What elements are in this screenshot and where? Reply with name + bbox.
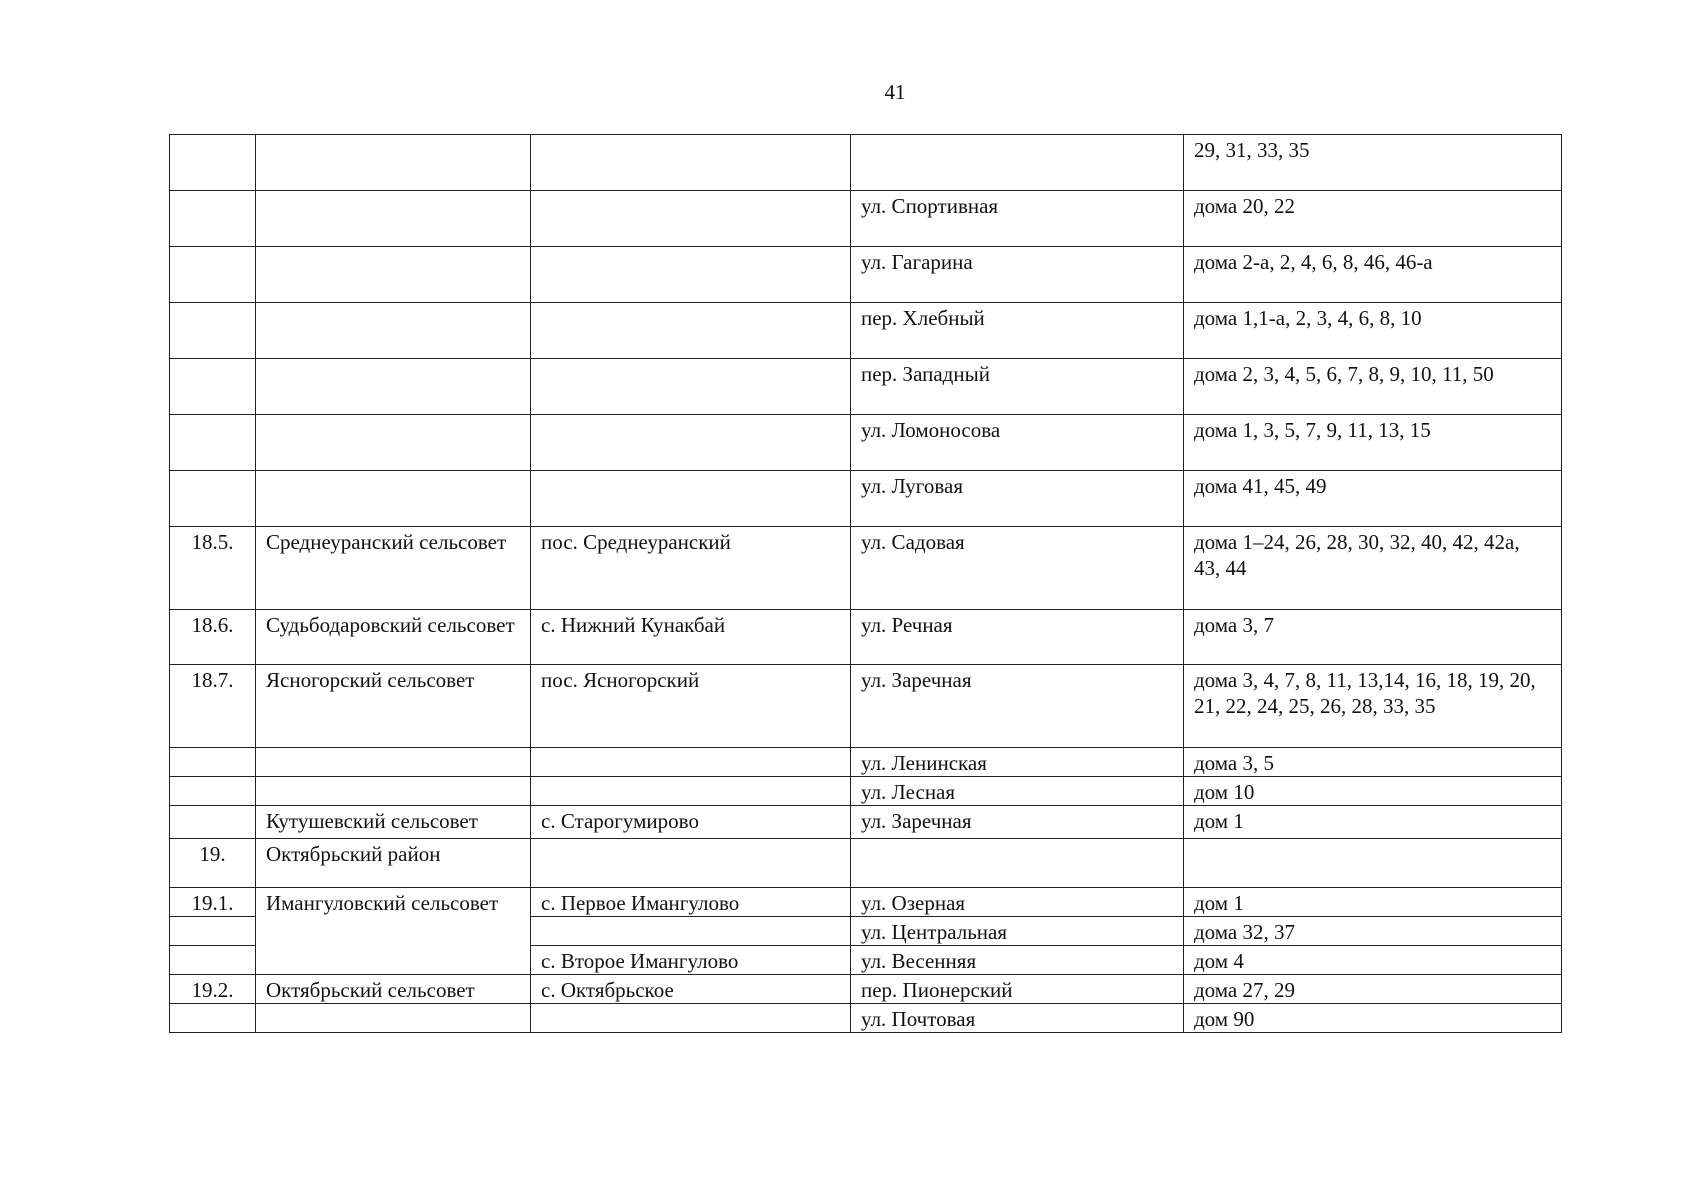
council-name-cell bbox=[256, 610, 531, 665]
street-name-cell bbox=[851, 191, 1184, 247]
street-name-cell bbox=[851, 1004, 1184, 1033]
settlement-name-cell bbox=[531, 917, 851, 946]
table-row bbox=[170, 975, 1562, 1004]
settlement-name: с. Старогумирово bbox=[541, 809, 699, 833]
house-numbers-cell bbox=[1184, 839, 1562, 888]
settlement-name-cell bbox=[531, 359, 851, 415]
street-name: пер. Хлебный bbox=[861, 306, 985, 330]
council-name-cell bbox=[256, 247, 531, 303]
table-row bbox=[170, 888, 1562, 917]
settlement-name: с. Первое Имангулово bbox=[541, 891, 740, 915]
settlement-name: с. Нижний Кунакбай bbox=[541, 613, 726, 637]
street-name-cell bbox=[851, 806, 1184, 839]
street-name-cell bbox=[851, 748, 1184, 777]
table-row bbox=[170, 527, 1562, 610]
council-name-cell bbox=[256, 527, 531, 610]
house-numbers: дома 3, 7 bbox=[1194, 613, 1275, 637]
council-name: Среднеуранский сельсовет bbox=[266, 530, 507, 554]
settlement-name-cell bbox=[531, 665, 851, 748]
house-numbers: дома 41, 45, 49 bbox=[1194, 474, 1327, 498]
street-name-cell bbox=[851, 975, 1184, 1004]
council-name: Кутушевский сельсовет bbox=[266, 809, 478, 833]
settlement-name-cell bbox=[531, 527, 851, 610]
row-number-cell bbox=[170, 247, 256, 303]
table-row bbox=[170, 359, 1562, 415]
house-numbers-cell bbox=[1184, 303, 1562, 359]
row-number-cell bbox=[170, 748, 256, 777]
row-number-cell bbox=[170, 527, 256, 610]
house-numbers: дома 2, 3, 4, 5, 6, 7, 8, 9, 10, 11, 50 bbox=[1194, 362, 1494, 386]
settlement-name-cell bbox=[531, 946, 851, 975]
row-number-cell bbox=[170, 303, 256, 359]
house-numbers: дом 1 bbox=[1194, 809, 1244, 833]
street-name: пер. Западный bbox=[861, 362, 990, 386]
street-name-cell bbox=[851, 415, 1184, 471]
house-numbers-cell bbox=[1184, 946, 1562, 975]
house-numbers-cell bbox=[1184, 135, 1562, 191]
street-name: ул. Почтовая bbox=[861, 1007, 976, 1031]
table-row bbox=[170, 839, 1562, 888]
street-name: ул. Речная bbox=[861, 613, 953, 637]
house-numbers-cell bbox=[1184, 665, 1562, 748]
row-number-cell bbox=[170, 888, 256, 917]
settlement-name-cell bbox=[531, 806, 851, 839]
house-numbers: дома 3, 4, 7, 8, 11, 13,14, 16, 18, 19, 20, 21, 22, 24, 25, 26, 28, 33, 35 bbox=[1194, 668, 1536, 718]
house-numbers-cell bbox=[1184, 527, 1562, 610]
council-name: Октябрьский сельсовет bbox=[266, 978, 475, 1002]
street-name: ул. Заречная bbox=[861, 809, 972, 833]
house-numbers-cell bbox=[1184, 247, 1562, 303]
settlement-name-cell bbox=[531, 777, 851, 806]
council-name: Судьбодаровский сельсовет bbox=[266, 613, 515, 637]
settlement-name-cell bbox=[531, 610, 851, 665]
table-row bbox=[170, 191, 1562, 247]
house-numbers: дом 90 bbox=[1194, 1007, 1255, 1031]
street-name-cell bbox=[851, 777, 1184, 806]
council-name-cell bbox=[256, 975, 531, 1004]
council-name: Октябрьский район bbox=[266, 842, 441, 866]
row-number: 19. bbox=[199, 842, 226, 866]
row-number-cell bbox=[170, 359, 256, 415]
council-name-cell bbox=[256, 777, 531, 806]
table-row bbox=[170, 415, 1562, 471]
street-name: ул. Центральная bbox=[861, 920, 1007, 944]
settlement-name: с. Второе Имангулово bbox=[541, 949, 739, 973]
council-name-cell bbox=[256, 471, 531, 527]
house-numbers-cell bbox=[1184, 415, 1562, 471]
council-name-cell bbox=[256, 665, 531, 748]
street-name-cell bbox=[851, 471, 1184, 527]
house-numbers-cell bbox=[1184, 359, 1562, 415]
table-row bbox=[170, 777, 1562, 806]
table-row bbox=[170, 610, 1562, 665]
house-numbers-cell bbox=[1184, 191, 1562, 247]
council-name-cell bbox=[256, 135, 531, 191]
table-body bbox=[170, 135, 1562, 1033]
street-name-cell bbox=[851, 527, 1184, 610]
settlement-name: пос. Ясногорский bbox=[541, 668, 700, 692]
row-number: 19.2. bbox=[191, 978, 234, 1002]
street-name: ул. Садовая bbox=[861, 530, 965, 554]
row-number-cell bbox=[170, 665, 256, 748]
table-row bbox=[170, 1004, 1562, 1033]
house-numbers-cell bbox=[1184, 888, 1562, 917]
street-name-cell bbox=[851, 135, 1184, 191]
council-name-cell bbox=[256, 303, 531, 359]
house-numbers-cell bbox=[1184, 975, 1562, 1004]
council-name: Ясногорский сельсовет bbox=[266, 668, 475, 692]
street-name-cell bbox=[851, 917, 1184, 946]
settlement-name-cell bbox=[531, 303, 851, 359]
house-numbers: дома 27, 29 bbox=[1194, 978, 1296, 1002]
street-name-cell bbox=[851, 359, 1184, 415]
house-numbers: дома 1, 3, 5, 7, 9, 11, 13, 15 bbox=[1194, 418, 1431, 442]
table-row bbox=[170, 748, 1562, 777]
house-numbers-cell bbox=[1184, 748, 1562, 777]
street-name: ул. Гагарина bbox=[861, 250, 973, 274]
settlement-name: пос. Среднеуранский bbox=[541, 530, 731, 554]
row-number: 19.1. bbox=[191, 891, 234, 915]
council-name-cell bbox=[256, 839, 531, 888]
council-name-cell bbox=[256, 806, 531, 839]
street-name: ул. Ленинская bbox=[861, 751, 987, 775]
council-name-cell bbox=[256, 1004, 531, 1033]
house-numbers-cell bbox=[1184, 610, 1562, 665]
street-name: ул. Луговая bbox=[861, 474, 963, 498]
street-name: ул. Весенняя bbox=[861, 949, 977, 973]
house-numbers-cell bbox=[1184, 1004, 1562, 1033]
house-numbers-cell bbox=[1184, 806, 1562, 839]
settlement-name-cell bbox=[531, 191, 851, 247]
table-row bbox=[170, 247, 1562, 303]
settlement-name-cell bbox=[531, 839, 851, 888]
address-table bbox=[169, 134, 1562, 1033]
house-numbers: дом 1 bbox=[1194, 891, 1244, 915]
street-name-cell bbox=[851, 610, 1184, 665]
row-number: 18.6. bbox=[191, 613, 234, 637]
street-name: ул. Спортивная bbox=[861, 194, 999, 218]
street-name: пер. Пионерский bbox=[861, 978, 1013, 1002]
council-name: Имангуловский сельсовет bbox=[266, 891, 499, 915]
street-name: ул. Озерная bbox=[861, 891, 966, 915]
settlement-name-cell bbox=[531, 135, 851, 191]
row-number-cell bbox=[170, 1004, 256, 1033]
row-number-cell bbox=[170, 839, 256, 888]
house-numbers: дома 3, 5 bbox=[1194, 751, 1275, 775]
settlement-name-cell bbox=[531, 888, 851, 917]
row-number-cell bbox=[170, 975, 256, 1004]
row-number-cell bbox=[170, 917, 256, 946]
settlement-name-cell bbox=[531, 748, 851, 777]
house-numbers: дома 32, 37 bbox=[1194, 920, 1296, 944]
table-row bbox=[170, 665, 1562, 748]
house-numbers: 29, 31, 33, 35 bbox=[1194, 138, 1310, 162]
settlement-name-cell bbox=[531, 1004, 851, 1033]
table-row bbox=[170, 303, 1562, 359]
settlement-name: с. Октябрьское bbox=[541, 978, 674, 1002]
row-number-cell bbox=[170, 806, 256, 839]
council-name-cell bbox=[256, 748, 531, 777]
house-numbers: дома 20, 22 bbox=[1194, 194, 1296, 218]
settlement-name-cell bbox=[531, 471, 851, 527]
row-number-cell bbox=[170, 777, 256, 806]
row-number-cell bbox=[170, 191, 256, 247]
row-number-cell bbox=[170, 946, 256, 975]
house-numbers: дома 1–24, 26, 28, 30, 32, 40, 42, 42а, 43, 44 bbox=[1194, 530, 1520, 580]
row-number-cell bbox=[170, 471, 256, 527]
council-name-cell bbox=[256, 191, 531, 247]
house-numbers-cell bbox=[1184, 917, 1562, 946]
house-numbers-cell bbox=[1184, 471, 1562, 527]
row-number: 18.7. bbox=[191, 668, 234, 692]
house-numbers: дома 2-а, 2, 4, 6, 8, 46, 46-а bbox=[1194, 250, 1433, 274]
settlement-name-cell bbox=[531, 975, 851, 1004]
street-name: ул. Заречная bbox=[861, 668, 972, 692]
table-row bbox=[170, 806, 1562, 839]
street-name-cell bbox=[851, 303, 1184, 359]
street-name-cell bbox=[851, 247, 1184, 303]
street-name-cell bbox=[851, 839, 1184, 888]
council-name-cell bbox=[256, 415, 531, 471]
row-number-cell bbox=[170, 135, 256, 191]
house-numbers: дом 10 bbox=[1194, 780, 1255, 804]
street-name: ул. Лесная bbox=[861, 780, 956, 804]
house-numbers: дома 1,1-а, 2, 3, 4, 6, 8, 10 bbox=[1194, 306, 1422, 330]
street-name-cell bbox=[851, 665, 1184, 748]
house-numbers: дом 4 bbox=[1194, 949, 1244, 973]
street-name: ул. Ломоносова bbox=[861, 418, 1001, 442]
council-name-cell bbox=[256, 888, 531, 975]
row-number: 18.5. bbox=[191, 530, 234, 554]
page-number: 41 bbox=[884, 80, 906, 104]
settlement-name-cell bbox=[531, 247, 851, 303]
table-row bbox=[170, 135, 1562, 191]
table-row bbox=[170, 471, 1562, 527]
row-number-cell bbox=[170, 610, 256, 665]
street-name-cell bbox=[851, 946, 1184, 975]
street-name-cell bbox=[851, 888, 1184, 917]
house-numbers-cell bbox=[1184, 777, 1562, 806]
settlement-name-cell bbox=[531, 415, 851, 471]
council-name-cell bbox=[256, 359, 531, 415]
row-number-cell bbox=[170, 415, 256, 471]
